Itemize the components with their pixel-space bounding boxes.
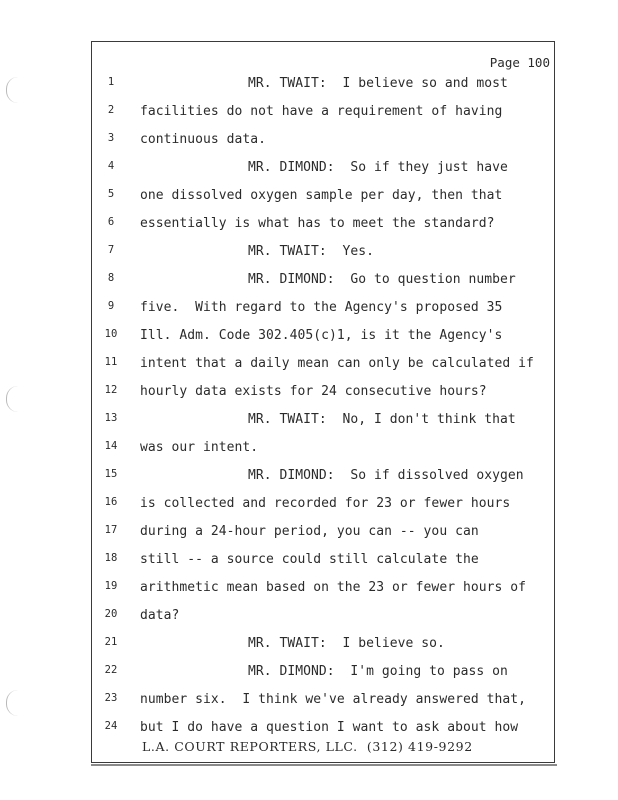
transcript-line <box>92 608 552 632</box>
transcript-line <box>92 524 552 548</box>
line-number: 1 <box>107 76 115 88</box>
line-number: 17 <box>104 524 118 536</box>
line-number: 14 <box>104 440 118 452</box>
line-text: during a 24-hour period, you can -- you can <box>140 524 479 539</box>
line-text: Ill. Adm. Code 302.405(c)1, is it the Agency's <box>140 328 503 343</box>
line-number: 11 <box>104 356 118 368</box>
transcript-page <box>91 41 555 763</box>
line-text: MR. TWAIT: I believe so. <box>248 636 445 651</box>
line-number: 9 <box>107 300 115 312</box>
line-text: hourly data exists for 24 consecutive hours? <box>140 384 487 399</box>
line-number: 24 <box>104 720 118 732</box>
line-text: five. With regard to the Agency's proposed 35 <box>140 300 503 315</box>
court-reporter-footer: L.A. COURT REPORTERS, LLC. (312) 419-9292 <box>142 739 473 754</box>
binder-hole-bottom <box>6 690 19 716</box>
transcript-line <box>92 412 552 436</box>
line-text: facilities do not have a requirement of having <box>140 104 503 119</box>
transcript-line <box>92 300 552 324</box>
transcript-line <box>92 188 552 212</box>
line-number: 15 <box>104 468 118 480</box>
line-number: 13 <box>104 412 118 424</box>
line-text: MR. TWAIT: Yes. <box>248 244 375 259</box>
line-text: MR. DIMOND: So if they just have <box>248 160 508 175</box>
line-number: 19 <box>104 580 118 592</box>
transcript-line <box>92 384 552 408</box>
line-number: 10 <box>104 328 118 340</box>
transcript-line <box>92 244 552 268</box>
line-text: one dissolved oxygen sample per day, then that <box>140 188 503 203</box>
line-number: 22 <box>104 664 118 676</box>
line-text: continuous data. <box>140 132 267 147</box>
transcript-line <box>92 664 552 688</box>
transcript-line <box>92 356 552 380</box>
line-number: 6 <box>107 216 115 228</box>
transcript-line <box>92 636 552 660</box>
line-number: 18 <box>104 552 118 564</box>
line-text: is collected and recorded for 23 or fewer hours <box>140 496 511 511</box>
transcript-line <box>92 76 552 100</box>
transcript-line <box>92 692 552 716</box>
line-text: essentially is what has to meet the standard? <box>140 216 495 231</box>
line-text: MR. TWAIT: No, I don't think that <box>248 412 516 427</box>
line-number: 20 <box>104 608 118 620</box>
transcript-line <box>92 216 552 240</box>
line-text: MR. DIMOND: I'm going to pass on <box>248 664 508 679</box>
line-number: 2 <box>107 104 115 116</box>
transcript-line <box>92 468 552 492</box>
transcript-line <box>92 132 552 156</box>
line-text: was our intent. <box>140 440 259 455</box>
binder-hole-top <box>6 77 19 103</box>
line-text: intent that a daily mean can only be calculated if <box>140 356 534 371</box>
transcript-line <box>92 328 552 352</box>
transcript-line <box>92 496 552 520</box>
line-text: still -- a source could still calculate the <box>140 552 479 567</box>
line-number: 3 <box>107 132 115 144</box>
line-number: 12 <box>104 384 118 396</box>
line-text: MR. DIMOND: Go to question number <box>248 272 516 287</box>
line-number: 8 <box>107 272 115 284</box>
transcript-line <box>92 440 552 464</box>
line-text: arithmetic mean based on the 23 or fewer hours of <box>140 580 526 595</box>
line-number: 23 <box>104 692 118 704</box>
line-text: data? <box>140 608 180 623</box>
line-text: MR. TWAIT: I believe so and most <box>248 76 508 91</box>
line-text: MR. DIMOND: So if dissolved oxygen <box>248 468 524 483</box>
line-number: 7 <box>107 244 115 256</box>
transcript-line <box>92 552 552 576</box>
transcript-line <box>92 104 552 128</box>
binder-hole-middle <box>6 386 19 412</box>
transcript-line <box>92 580 552 604</box>
transcript-line <box>92 272 552 296</box>
line-number: 5 <box>107 188 115 200</box>
transcript-line <box>92 160 552 184</box>
line-number: 4 <box>107 160 115 172</box>
line-text: number six. I think we've already answered that, <box>140 692 526 707</box>
line-number: 21 <box>104 636 118 648</box>
page-number: Page 100 <box>489 55 550 70</box>
line-text: but I do have a question I want to ask about how <box>140 720 519 735</box>
line-number: 16 <box>104 496 118 508</box>
